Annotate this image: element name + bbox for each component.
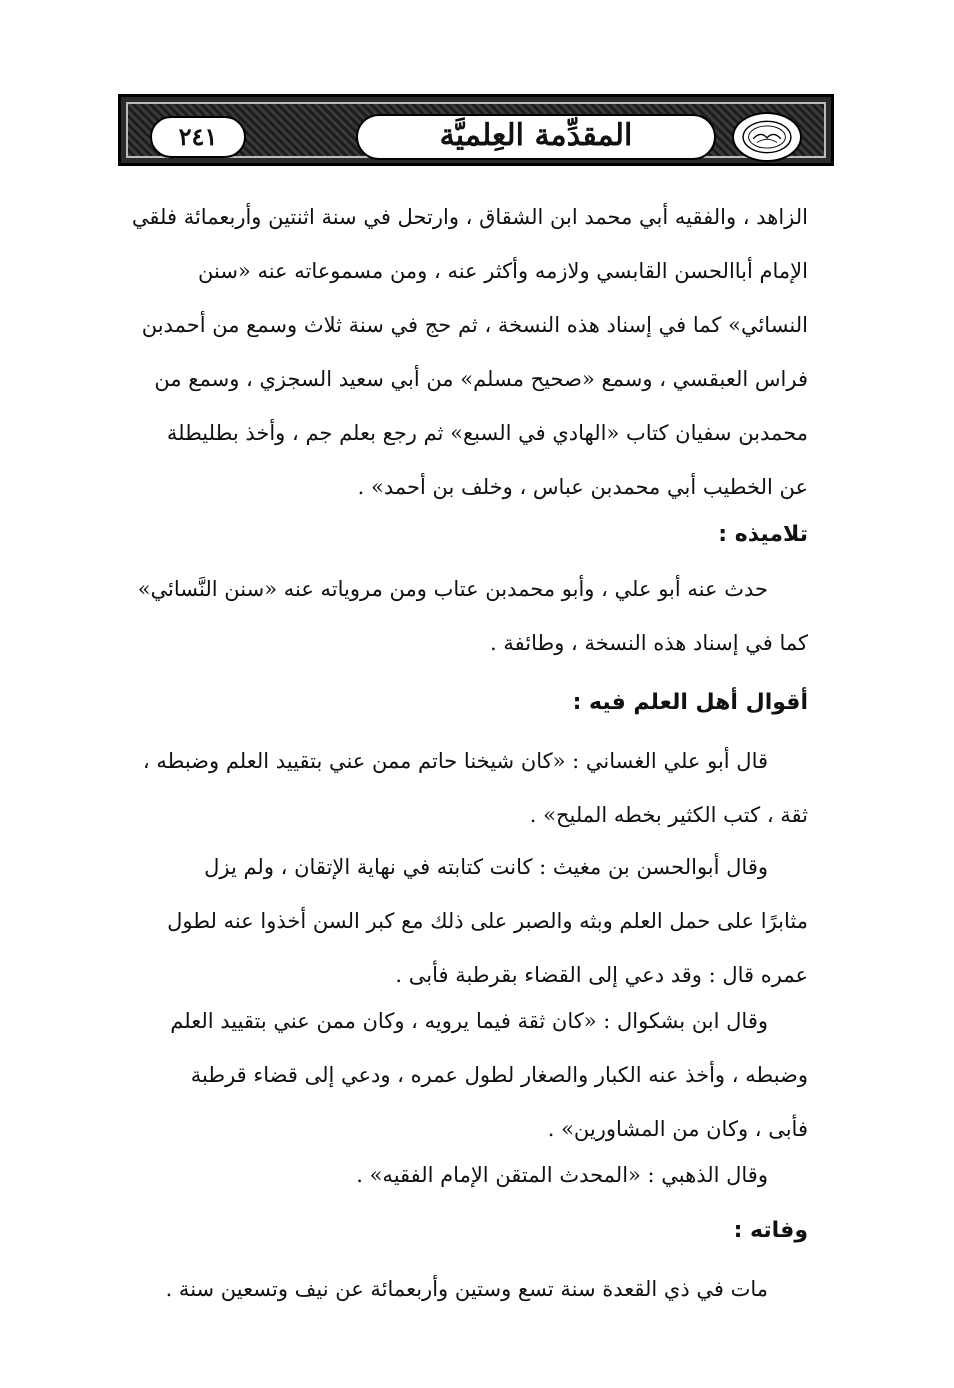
page-header <box>118 94 834 166</box>
biography-paragraph <box>118 190 808 514</box>
text-line: وقال الذهبي : «المحدث المتقن الإمام الفقيه» . <box>356 1163 768 1187</box>
text-line: قال أبو علي الغساني : «كان شيخنا حاتم ممن عني بتقييد العلم وضبطه ، <box>142 749 768 773</box>
book-seal-icon <box>732 112 802 162</box>
text-line: حدث عنه أبو علي ، وأبو محمدبن عتاب ومن مروياته عنه «سنن النَّسائي» <box>137 577 768 601</box>
emblem-graphic <box>734 114 800 160</box>
page-number: ٢٤١ <box>150 116 246 158</box>
quote-mughith <box>118 840 808 1002</box>
text-line: وضبطه ، وأخذ عنه الكبار والصغار لطول عمره ، ودعي إلى قضاء قرطبة <box>190 1063 808 1087</box>
students-paragraph <box>118 562 808 670</box>
text-line: مات في ذي القعدة سنة تسع وستين وأربعمائة عن نيف وتسعين سنة . <box>165 1277 768 1301</box>
text-line: الإمام أباالحسن القابسي ولازمه وأكثر عنه ، ومن مسموعاته عنه «سنن <box>198 259 808 283</box>
text-line: فأبى ، وكان من المشاورين» . <box>547 1117 808 1141</box>
death-paragraph <box>118 1262 808 1316</box>
quote-bashkuwal <box>118 994 808 1156</box>
text-line: وقال أبوالحسن بن مغيث : كانت كتابته في نهاية الإتقان ، ولم يزل <box>204 855 768 879</box>
text-line: ثقة ، كتب الكثير بخطه المليح» . <box>529 803 808 827</box>
text-line: الزاهد ، والفقيه أبي محمد ابن الشقاق ، وارتحل في سنة اثنتين وأربعمائة فلقي <box>131 205 808 229</box>
quote-ghassani <box>118 734 808 842</box>
text-line: عن الخطيب أبي محمدبن عباس ، وخلف بن أحمد» . <box>357 475 808 499</box>
text-line: وقال ابن بشكوال : «كان ثقة فيما يرويه ، وكان ممن عني بتقييد العلم <box>170 1009 768 1033</box>
quote-dhahabi <box>118 1148 808 1202</box>
text-line: النسائي» كما في إسناد هذه النسخة ، ثم حج في سنة ثلاث وسمع من أحمدبن <box>141 313 808 337</box>
students-heading: تلاميذه : <box>718 522 808 547</box>
sayings-heading: أقوال أهل العلم فيه : <box>572 690 808 715</box>
page-title: المقدِّمة العِلميَّة <box>356 114 716 160</box>
text-line: عمره قال : وقد دعي إلى القضاء بقرطبة فأبى . <box>395 963 808 987</box>
text-line: محمدبن سفيان كتاب «الهادي في السبع» ثم رجع بعلم جم ، وأخذ بطليطلة <box>166 421 808 445</box>
text-line: مثابرًا على حمل العلم وبثه والصبر على ذلك مع كبر السن أخذوا عنه لطول <box>167 909 808 933</box>
text-line: فراس العبقسي ، وسمع «صحيح مسلم» من أبي سعيد السجزي ، وسمع من <box>154 367 808 391</box>
death-heading: وفاته : <box>733 1218 808 1243</box>
header-ornament-frame <box>126 102 826 158</box>
text-line: كما في إسناد هذه النسخة ، وطائفة . <box>490 631 808 655</box>
